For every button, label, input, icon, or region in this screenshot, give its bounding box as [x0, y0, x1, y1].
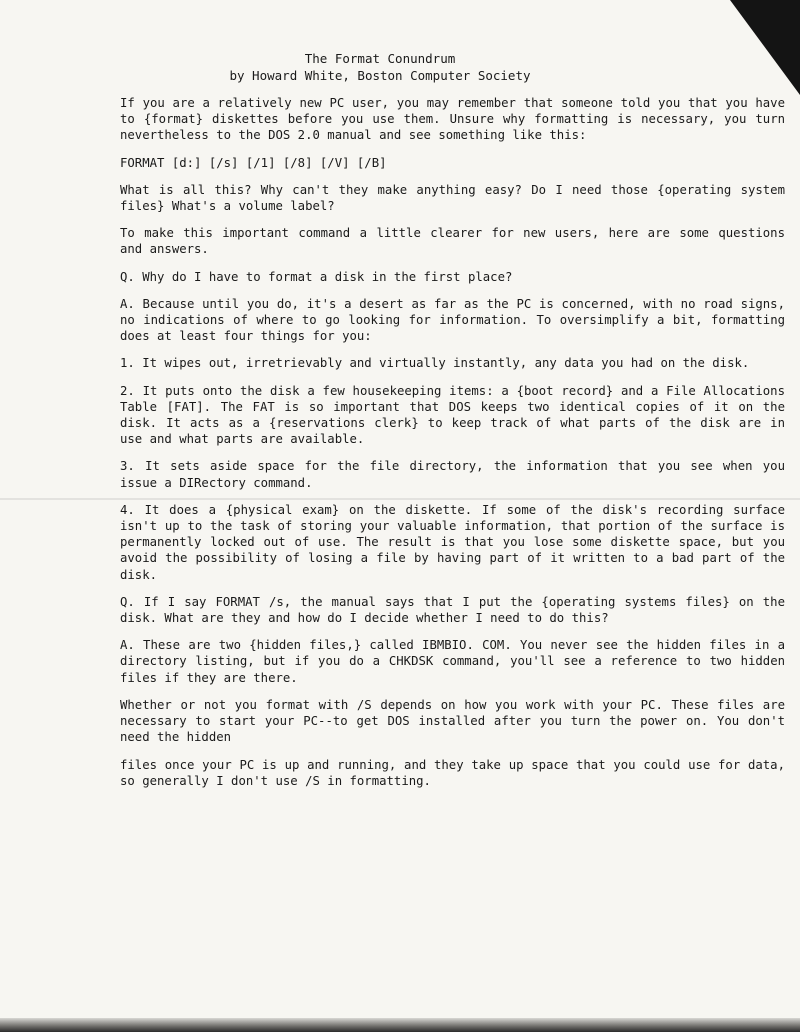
article-title: The Format Conundrum	[304, 51, 456, 66]
answer: A. These are two {hidden files,} called IBMBIO. COM. You never see the hidden files in a directory listing, but if you do a CHKDSK command, you'll see a reference to two hidden files if they are there.	[120, 638, 785, 685]
page-bottom-edge	[0, 1018, 800, 1032]
list-item: 4. It does a {physical exam} on the diskette. If some of the disk's recording surface isn't up to the task of storing your valuable information, that portion of the surface is permanently locked out of use. The result is that you lose some diskette space, but you avoid the possibility of losing a file by having part of it written to a bad part of the disk.	[120, 502, 785, 582]
paragraph: To make this important command a little clearer for new users, here are some questions and answers.	[120, 226, 785, 257]
paragraph: files once your PC is up and running, and they take up space that you could use for data, so generally I don't use /S in formatting.	[120, 757, 785, 788]
answer: A. Because until you do, it's a desert as far as the PC is concerned, with no road signs, no indications of where to go looking for information. To oversimplify a bit, formatting does at least four things for you:	[120, 296, 785, 344]
question: Q. Why do I have to format a disk in the first place?	[120, 269, 513, 284]
paragraph: If you are a relatively new PC user, you may remember that someone told you that you have to {format} diskettes before you use them. Unsure why formatting is necessary, you turn nevertheless to the DOS 2.0 manual and see something like this:	[120, 96, 785, 143]
article-body	[120, 95, 785, 800]
article-header	[0, 50, 760, 84]
list-item: 1. It wipes out, irretrievably and virtually instantly, any data you had on the disk.	[120, 356, 750, 371]
command-syntax: FORMAT [d:] [/s] [/1] [/8] [/V] [/B]	[120, 155, 387, 170]
paragraph: What is all this? Why can't they make anything easy? Do I need those {operating system files} What's a volume label?	[120, 182, 785, 214]
list-item: 2. It puts onto the disk a few housekeeping items: a {boot record} and a File Allocations Table [FAT]. The FAT is so important that DOS keeps two identical copies of it on the disk. It acts as a {reservations clerk} to keep track of what parts of the disk are in use and what parts are available.	[120, 383, 785, 447]
list-item: 3. It sets aside space for the file directory, the information that you see when you issue a DIRectory command.	[120, 459, 785, 490]
paragraph: Whether or not you format with /S depends on how you work with your PC. These files are necessary to start your PC--to get DOS installed after you turn the power on. You don't need the hidden	[120, 697, 785, 745]
article-byline: by Howard White, Boston Computer Society	[229, 68, 531, 83]
question: Q. If I say FORMAT /s, the manual says that I put the {operating systems files} on the disk. What are they and how do I decide whether I need to do this?	[120, 594, 785, 626]
